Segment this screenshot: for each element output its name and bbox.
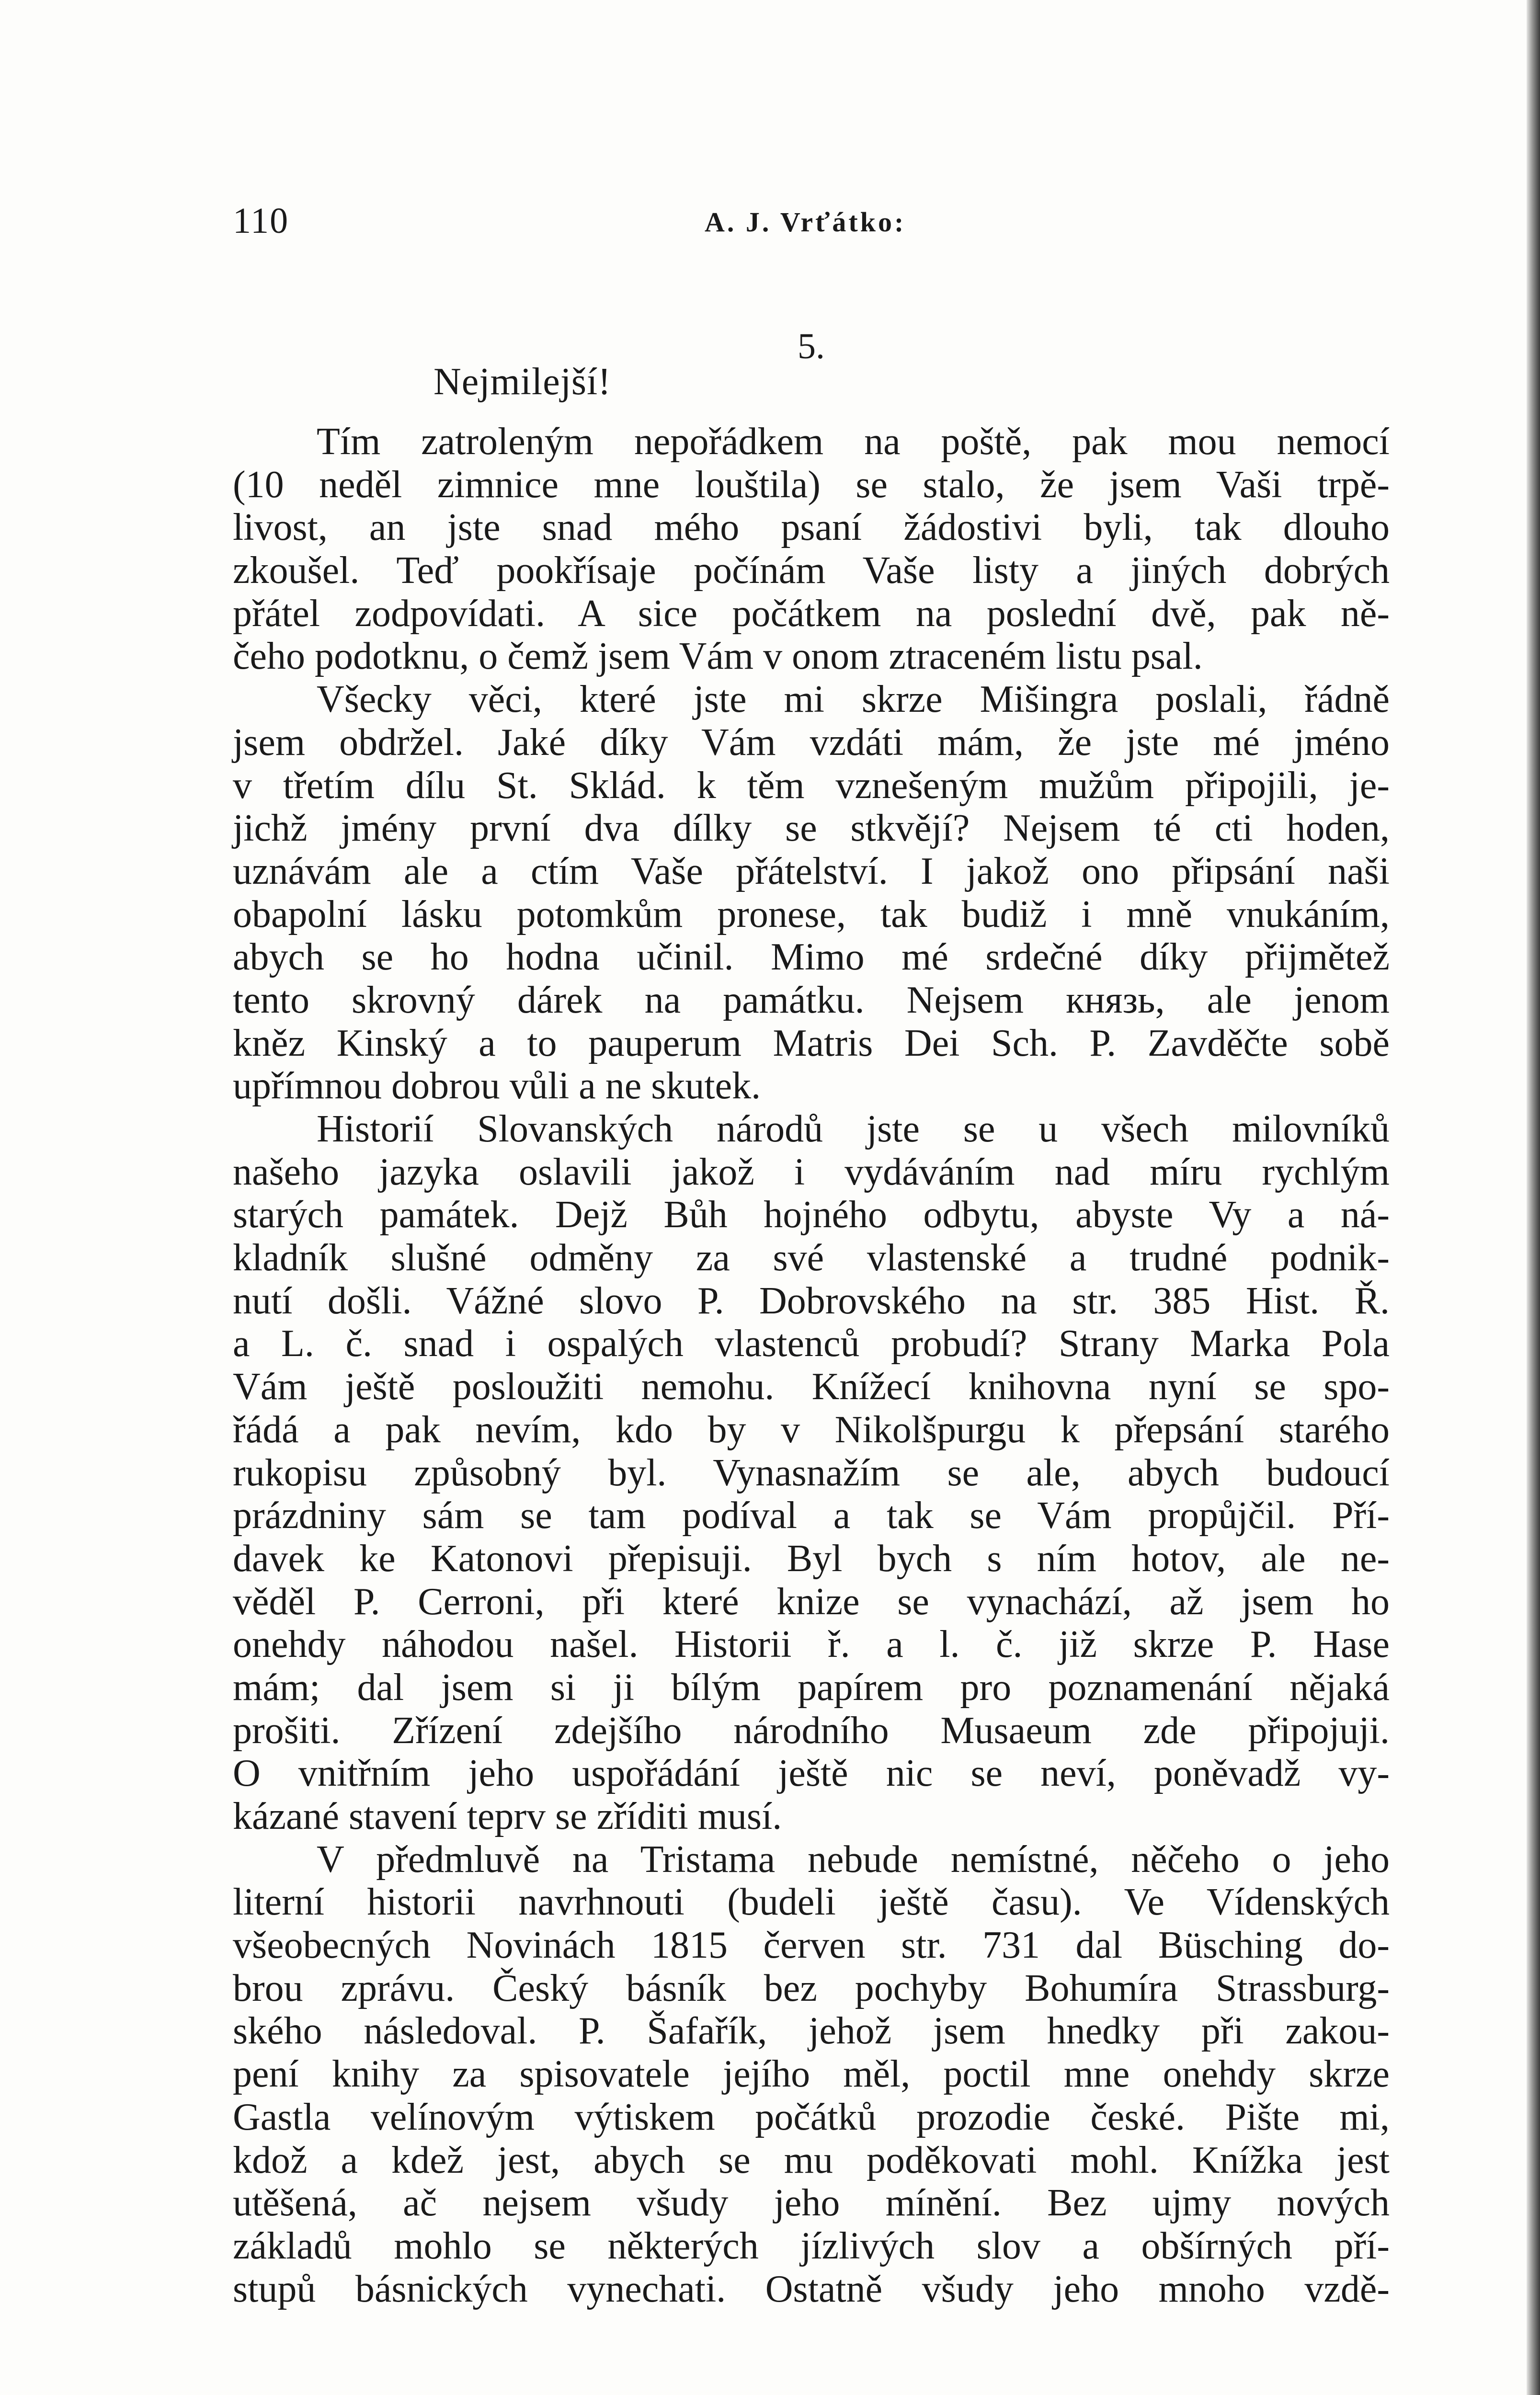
- text-line: Vám ještě posloužiti nemohu. Knížecí knihovna nyní se spo-: [233, 1366, 1390, 1408]
- text-line: přátel zodpovídati. A sice počátkem na poslední dvě, pak ně-: [233, 592, 1390, 635]
- text-line: ského následoval. P. Šafařík, jehož jsem hnedky při zakou-: [233, 2010, 1390, 2053]
- text-line: Historií Slovanských národů jste se u všech milovníků: [317, 1108, 1390, 1150]
- text-line: Gastla velínovým výtiskem počátků prozodie české. Pište mi,: [233, 2096, 1390, 2138]
- text-line: upřímnou dobrou vůli a ne skutek.: [233, 1065, 761, 1107]
- text-line: prázdniny sám se tam podíval a tak se Vám propůjčil. Pří-: [233, 1494, 1390, 1537]
- text-line: a L. č. snad i ospalých vlastenců probudí? Strany Marka Pola: [233, 1323, 1390, 1365]
- text-line: kdož a kdež jest, abych se mu poděkovati mohl. Knížka jest: [233, 2139, 1390, 2181]
- text-line: brou zprávu. Český básník bez pochyby Bohumíra Strassburg-: [233, 1967, 1390, 2009]
- text-line: davek ke Katonovi přepisuji. Byl bych s ním hotov, ale ne-: [233, 1537, 1390, 1580]
- text-line: (10 neděl zimnice mne louštila) se stalo, že jsem Vaši trpě-: [233, 463, 1390, 506]
- text-line: Všecky věci, které jste mi skrze Mišingra poslali, řádně: [317, 678, 1390, 721]
- text-line: rukopisu způsobný byl. Vynasnažím se ale, abych budoucí: [233, 1451, 1390, 1494]
- text-line: stupů básnických vynechati. Ostatně všudy jeho mnoho vzdě-: [233, 2268, 1390, 2310]
- text-line: starých památek. Dejž Bůh hojného odbytu, abyste Vy a ná-: [233, 1194, 1390, 1236]
- text-line: V předmluvě na Tristama nebude nemístné, něčeho o jeho: [317, 1838, 1390, 1881]
- page-number: 110: [233, 201, 289, 241]
- text-line: livost, an jste snad mého psaní žádostivi byli, tak dlouho: [233, 506, 1390, 549]
- text-line: uznávám ale a ctím Vaše přátelství. I jakož ono připsání naši: [233, 850, 1390, 892]
- text-line: zkoušel. Teď pookřísaje počínám Vaše listy a jiných dobrých: [233, 549, 1390, 592]
- letter-number: 5.: [798, 326, 825, 366]
- text-line: nutí došli. Vážné slovo P. Dobrovského na str. 385 Hist. Ř.: [233, 1279, 1390, 1322]
- letter-body: [233, 421, 1390, 2311]
- text-line: základů mohlo se některých jízlivých slov a obšírných pří-: [233, 2224, 1390, 2267]
- running-head: A. J. Vrťátko:: [705, 206, 906, 238]
- page-edge-shadow: [1527, 0, 1540, 2395]
- text-line: abych se ho hodna učinil. Mimo mé srdečné díky přijmětež: [233, 936, 1390, 979]
- text-line: všeobecných Novinách 1815 červen str. 731 dal Büsching do-: [233, 1924, 1390, 1967]
- text-line: jsem obdržel. Jaké díky Vám vzdáti mám, že jste mé jméno: [233, 721, 1390, 764]
- salutation: Nejmilejší!: [433, 361, 611, 403]
- text-line: Tím zatroleným nepořádkem na poště, pak mou nemocí: [317, 421, 1390, 463]
- text-line: prošiti. Zřízení zdejšího národního Musaeum zde připojuji.: [233, 1709, 1390, 1752]
- text-line: věděl P. Cerroni, při které knize se vynachází, až jsem ho: [233, 1580, 1390, 1623]
- page-header: [233, 200, 1392, 243]
- text-line: onehdy náhodou našel. Historii ř. a l. č. již skrze P. Hase: [233, 1623, 1390, 1666]
- text-line: řádá a pak nevím, kdo by v Nikolšpurgu k přepsání starého: [233, 1408, 1390, 1451]
- text-line: čeho podotknu, o čemž jsem Vám v onom ztraceném listu psal.: [233, 635, 1203, 678]
- text-line: našeho jazyka oslavili jakož i vydáváním nad míru rychlým: [233, 1151, 1390, 1193]
- text-line: O vnitřním jeho uspořádání ještě nic se neví, poněvadž vy-: [233, 1752, 1390, 1795]
- text-line: pení knihy za spisovatele jejího měl, poctil mne onehdy skrze: [233, 2053, 1390, 2096]
- text-line: literní historii navrhnouti (budeli ještě času). Ve Vídenských: [233, 1881, 1390, 1924]
- text-line: kněz Kinský a to pauperum Matris Dei Sch. P. Zavděčte sobě: [233, 1022, 1390, 1064]
- text-line: kladník slušné odměny za své vlastenské a trudné podnik-: [233, 1237, 1390, 1279]
- text-line: v třetím dílu St. Sklád. k těm vznešeným mužům připojili, je-: [233, 764, 1390, 807]
- text-line: tento skrovný dárek na památku. Nejsem князь, ale jenom: [233, 979, 1390, 1021]
- text-line: mám; dal jsem si ji bílým papírem pro poznamenání nějaká: [233, 1666, 1390, 1709]
- text-line: jichž jmény první dva dílky se stkvějí? Nejsem té cti hoden,: [233, 807, 1390, 850]
- text-line: obapolní lásku potomkům pronese, tak budiž i mně vnukáním,: [233, 893, 1390, 935]
- text-line: utěšená, ač nejsem všudy jeho mínění. Bez ujmy nových: [233, 2182, 1390, 2224]
- text-line: kázané stavení teprv se zříditi musí.: [233, 1795, 782, 1837]
